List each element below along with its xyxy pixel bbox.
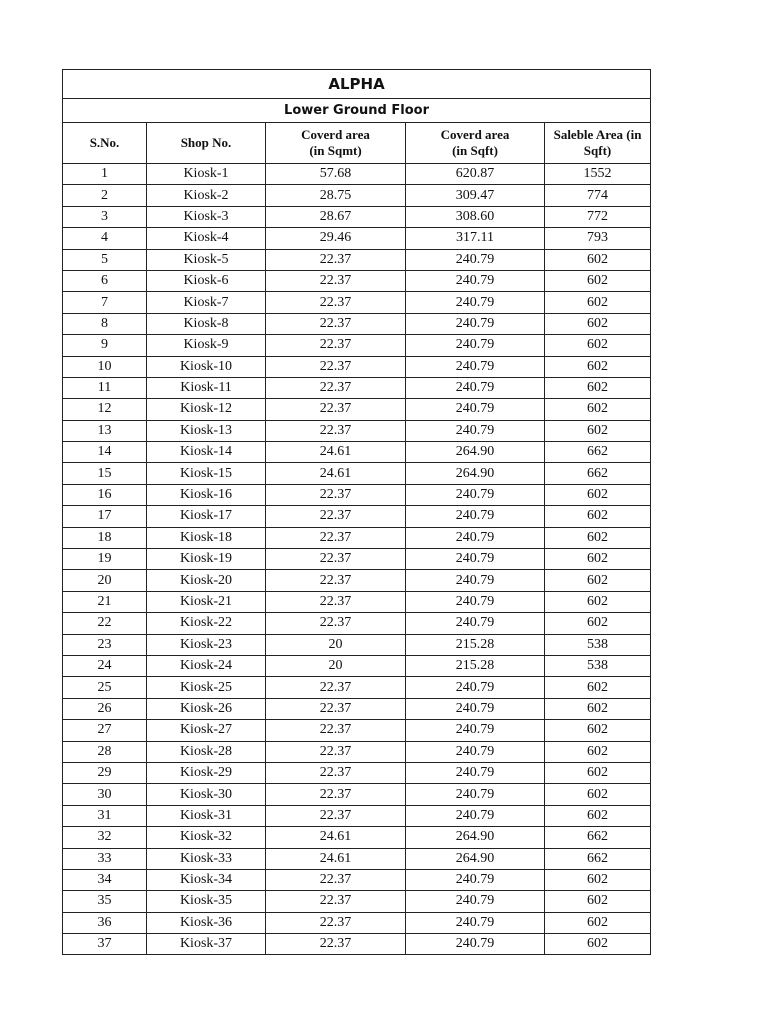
cell-covered-sqmt: 22.37 [266, 869, 406, 890]
cell-shop-no: Kiosk-14 [147, 442, 266, 463]
cell-covered-sqmt: 22.37 [266, 335, 406, 356]
cell-sno: 4 [63, 228, 147, 249]
table-row [63, 527, 651, 548]
cell-covered-sqmt: 22.37 [266, 613, 406, 634]
cell-covered-sqmt: 22.37 [266, 891, 406, 912]
cell-saleable-area: 662 [545, 442, 651, 463]
table-row [63, 399, 651, 420]
table-row [63, 634, 651, 655]
cell-shop-no: Kiosk-3 [147, 206, 266, 227]
cell-saleable-area: 793 [545, 228, 651, 249]
column-header-line: Shop No. [180, 135, 232, 150]
cell-shop-no: Kiosk-6 [147, 270, 266, 291]
cell-shop-no: Kiosk-11 [147, 377, 266, 398]
table-row [63, 463, 651, 484]
cell-shop-no: Kiosk-19 [147, 549, 266, 570]
cell-saleable-area: 602 [545, 399, 651, 420]
cell-shop-no: Kiosk-20 [147, 570, 266, 591]
column-header-line: Sqft) [583, 143, 612, 158]
cell-sno: 13 [63, 420, 147, 441]
cell-covered-sqft: 240.79 [406, 741, 545, 762]
column-header-shop-no [147, 123, 266, 164]
cell-covered-sqmt: 24.61 [266, 827, 406, 848]
cell-sno: 28 [63, 741, 147, 762]
cell-sno: 24 [63, 655, 147, 676]
table-row [63, 377, 651, 398]
cell-covered-sqft: 240.79 [406, 613, 545, 634]
cell-shop-no: Kiosk-28 [147, 741, 266, 762]
cell-saleable-area: 602 [545, 934, 651, 955]
table-row [63, 934, 651, 955]
cell-covered-sqmt: 22.37 [266, 527, 406, 548]
cell-covered-sqft: 240.79 [406, 527, 545, 548]
cell-covered-sqft: 240.79 [406, 591, 545, 612]
cell-saleable-area: 538 [545, 634, 651, 655]
cell-shop-no: Kiosk-23 [147, 634, 266, 655]
cell-covered-sqft: 240.79 [406, 698, 545, 719]
column-header-line: (in Sqmt) [309, 143, 362, 158]
table-row [63, 741, 651, 762]
cell-shop-no: Kiosk-22 [147, 613, 266, 634]
cell-covered-sqmt: 22.37 [266, 677, 406, 698]
cell-covered-sqmt: 57.68 [266, 164, 406, 185]
cell-sno: 27 [63, 720, 147, 741]
table-body [63, 164, 651, 955]
cell-covered-sqft: 240.79 [406, 313, 545, 334]
table-row [63, 613, 651, 634]
cell-covered-sqft: 240.79 [406, 912, 545, 933]
table-row [63, 484, 651, 505]
cell-saleable-area: 602 [545, 698, 651, 719]
cell-covered-sqmt: 24.61 [266, 848, 406, 869]
cell-sno: 35 [63, 891, 147, 912]
cell-shop-no: Kiosk-2 [147, 185, 266, 206]
column-header-sno [63, 123, 147, 164]
cell-sno: 31 [63, 805, 147, 826]
cell-saleable-area: 602 [545, 549, 651, 570]
cell-covered-sqft: 240.79 [406, 356, 545, 377]
cell-covered-sqft: 264.90 [406, 463, 545, 484]
cell-sno: 11 [63, 377, 147, 398]
cell-covered-sqmt: 22.37 [266, 912, 406, 933]
cell-covered-sqmt: 22.37 [266, 506, 406, 527]
cell-covered-sqmt: 22.37 [266, 698, 406, 719]
cell-saleable-area: 602 [545, 270, 651, 291]
cell-covered-sqmt: 22.37 [266, 591, 406, 612]
table-row [63, 698, 651, 719]
table-row [63, 249, 651, 270]
table-row [63, 677, 651, 698]
column-header-row [63, 123, 651, 164]
cell-shop-no: Kiosk-33 [147, 848, 266, 869]
cell-saleable-area: 662 [545, 463, 651, 484]
cell-saleable-area: 602 [545, 805, 651, 826]
cell-covered-sqmt: 22.37 [266, 934, 406, 955]
table-row [63, 270, 651, 291]
cell-shop-no: Kiosk-24 [147, 655, 266, 676]
cell-saleable-area: 602 [545, 613, 651, 634]
cell-sno: 37 [63, 934, 147, 955]
column-header-line: (in Sqft) [452, 143, 498, 158]
table-row [63, 655, 651, 676]
cell-sno: 6 [63, 270, 147, 291]
cell-sno: 10 [63, 356, 147, 377]
cell-covered-sqmt: 22.37 [266, 420, 406, 441]
cell-covered-sqft: 309.47 [406, 185, 545, 206]
cell-saleable-area: 602 [545, 335, 651, 356]
cell-covered-sqft: 240.79 [406, 420, 545, 441]
cell-covered-sqmt: 22.37 [266, 249, 406, 270]
cell-shop-no: Kiosk-15 [147, 463, 266, 484]
cell-saleable-area: 602 [545, 506, 651, 527]
cell-covered-sqft: 240.79 [406, 335, 545, 356]
cell-sno: 9 [63, 335, 147, 356]
cell-sno: 20 [63, 570, 147, 591]
table-row [63, 506, 651, 527]
cell-shop-no: Kiosk-36 [147, 912, 266, 933]
cell-shop-no: Kiosk-18 [147, 527, 266, 548]
cell-covered-sqft: 240.79 [406, 570, 545, 591]
cell-covered-sqft: 264.90 [406, 848, 545, 869]
table-row [63, 891, 651, 912]
column-header-line: Saleble Area (in [553, 127, 642, 142]
cell-saleable-area: 1552 [545, 164, 651, 185]
cell-sno: 29 [63, 762, 147, 783]
cell-covered-sqmt: 24.61 [266, 442, 406, 463]
cell-shop-no: Kiosk-16 [147, 484, 266, 505]
cell-shop-no: Kiosk-12 [147, 399, 266, 420]
cell-covered-sqmt: 28.67 [266, 206, 406, 227]
cell-covered-sqft: 264.90 [406, 827, 545, 848]
cell-covered-sqft: 308.60 [406, 206, 545, 227]
cell-shop-no: Kiosk-5 [147, 249, 266, 270]
cell-saleable-area: 774 [545, 185, 651, 206]
cell-sno: 17 [63, 506, 147, 527]
cell-shop-no: Kiosk-34 [147, 869, 266, 890]
table-row [63, 848, 651, 869]
cell-covered-sqft: 240.79 [406, 869, 545, 890]
cell-shop-no: Kiosk-25 [147, 677, 266, 698]
cell-shop-no: Kiosk-17 [147, 506, 266, 527]
cell-covered-sqft: 240.79 [406, 506, 545, 527]
table-row [63, 784, 651, 805]
cell-covered-sqmt: 22.37 [266, 377, 406, 398]
table-row [63, 827, 651, 848]
cell-covered-sqmt: 28.75 [266, 185, 406, 206]
cell-saleable-area: 602 [545, 591, 651, 612]
table-row [63, 356, 651, 377]
cell-shop-no: Kiosk-8 [147, 313, 266, 334]
cell-shop-no: Kiosk-7 [147, 292, 266, 313]
cell-covered-sqft: 240.79 [406, 549, 545, 570]
cell-covered-sqmt: 24.61 [266, 463, 406, 484]
table-row [63, 228, 651, 249]
table-row [63, 912, 651, 933]
cell-saleable-area: 602 [545, 677, 651, 698]
column-header-line: Coverd area [301, 127, 370, 142]
cell-sno: 34 [63, 869, 147, 890]
cell-sno: 14 [63, 442, 147, 463]
cell-covered-sqmt: 22.37 [266, 549, 406, 570]
cell-sno: 19 [63, 549, 147, 570]
table-row [63, 720, 651, 741]
cell-saleable-area: 602 [545, 891, 651, 912]
cell-saleable-area: 602 [545, 912, 651, 933]
cell-shop-no: Kiosk-1 [147, 164, 266, 185]
cell-covered-sqft: 240.79 [406, 292, 545, 313]
cell-sno: 30 [63, 784, 147, 805]
cell-shop-no: Kiosk-35 [147, 891, 266, 912]
cell-covered-sqft: 240.79 [406, 934, 545, 955]
cell-covered-sqft: 215.28 [406, 634, 545, 655]
cell-sno: 15 [63, 463, 147, 484]
table-row [63, 591, 651, 612]
cell-shop-no: Kiosk-9 [147, 335, 266, 356]
cell-saleable-area: 662 [545, 827, 651, 848]
cell-shop-no: Kiosk-10 [147, 356, 266, 377]
cell-shop-no: Kiosk-32 [147, 827, 266, 848]
cell-covered-sqmt: 22.37 [266, 399, 406, 420]
table-subtitle: Lower Ground Floor [63, 99, 651, 123]
cell-sno: 5 [63, 249, 147, 270]
cell-sno: 18 [63, 527, 147, 548]
table-row [63, 869, 651, 890]
cell-covered-sqmt: 22.37 [266, 313, 406, 334]
table-row [63, 313, 651, 334]
cell-saleable-area: 602 [545, 313, 651, 334]
cell-covered-sqmt: 22.37 [266, 292, 406, 313]
cell-covered-sqft: 240.79 [406, 484, 545, 505]
cell-covered-sqmt: 22.37 [266, 570, 406, 591]
cell-covered-sqft: 240.79 [406, 377, 545, 398]
cell-shop-no: Kiosk-13 [147, 420, 266, 441]
cell-sno: 7 [63, 292, 147, 313]
cell-saleable-area: 602 [545, 784, 651, 805]
cell-sno: 12 [63, 399, 147, 420]
cell-shop-no: Kiosk-26 [147, 698, 266, 719]
cell-sno: 25 [63, 677, 147, 698]
cell-saleable-area: 602 [545, 377, 651, 398]
cell-shop-no: Kiosk-21 [147, 591, 266, 612]
cell-covered-sqft: 215.28 [406, 655, 545, 676]
cell-covered-sqft: 240.79 [406, 270, 545, 291]
cell-sno: 33 [63, 848, 147, 869]
table-row [63, 335, 651, 356]
cell-saleable-area: 662 [545, 848, 651, 869]
column-header-covered-sqft [406, 123, 545, 164]
table-row [63, 420, 651, 441]
cell-covered-sqmt: 22.37 [266, 270, 406, 291]
table-title: ALPHA [63, 70, 651, 99]
column-header-line: Coverd area [440, 127, 510, 142]
cell-saleable-area: 602 [545, 527, 651, 548]
cell-saleable-area: 602 [545, 869, 651, 890]
cell-saleable-area: 602 [545, 762, 651, 783]
kiosk-area-table [62, 69, 651, 955]
cell-covered-sqmt: 22.37 [266, 356, 406, 377]
cell-covered-sqmt: 22.37 [266, 741, 406, 762]
table-row [63, 762, 651, 783]
table-row [63, 185, 651, 206]
cell-covered-sqmt: 22.37 [266, 720, 406, 741]
cell-sno: 21 [63, 591, 147, 612]
cell-sno: 26 [63, 698, 147, 719]
cell-covered-sqft: 240.79 [406, 762, 545, 783]
cell-saleable-area: 602 [545, 292, 651, 313]
cell-sno: 1 [63, 164, 147, 185]
table-row [63, 570, 651, 591]
cell-sno: 36 [63, 912, 147, 933]
cell-sno: 16 [63, 484, 147, 505]
column-header-saleable-area [545, 123, 651, 164]
cell-covered-sqft: 240.79 [406, 805, 545, 826]
cell-shop-no: Kiosk-27 [147, 720, 266, 741]
table-row [63, 549, 651, 570]
cell-covered-sqft: 264.90 [406, 442, 545, 463]
table-row [63, 206, 651, 227]
cell-covered-sqmt: 22.37 [266, 762, 406, 783]
cell-sno: 3 [63, 206, 147, 227]
cell-shop-no: Kiosk-4 [147, 228, 266, 249]
cell-covered-sqft: 240.79 [406, 891, 545, 912]
cell-sno: 32 [63, 827, 147, 848]
cell-covered-sqft: 317.11 [406, 228, 545, 249]
cell-saleable-area: 602 [545, 570, 651, 591]
cell-saleable-area: 772 [545, 206, 651, 227]
table-row [63, 805, 651, 826]
cell-covered-sqft: 240.79 [406, 720, 545, 741]
column-header-covered-sqmt [266, 123, 406, 164]
cell-shop-no: Kiosk-37 [147, 934, 266, 955]
cell-saleable-area: 602 [545, 720, 651, 741]
cell-saleable-area: 602 [545, 249, 651, 270]
cell-saleable-area: 538 [545, 655, 651, 676]
cell-covered-sqmt: 20 [266, 634, 406, 655]
cell-covered-sqft: 240.79 [406, 399, 545, 420]
cell-saleable-area: 602 [545, 484, 651, 505]
cell-covered-sqmt: 29.46 [266, 228, 406, 249]
cell-saleable-area: 602 [545, 420, 651, 441]
cell-covered-sqmt: 22.37 [266, 484, 406, 505]
cell-shop-no: Kiosk-31 [147, 805, 266, 826]
cell-sno: 2 [63, 185, 147, 206]
cell-covered-sqft: 620.87 [406, 164, 545, 185]
table-row [63, 164, 651, 185]
cell-shop-no: Kiosk-29 [147, 762, 266, 783]
cell-saleable-area: 602 [545, 356, 651, 377]
column-header-line: S.No. [89, 135, 120, 150]
cell-covered-sqft: 240.79 [406, 677, 545, 698]
cell-covered-sqmt: 22.37 [266, 784, 406, 805]
cell-saleable-area: 602 [545, 741, 651, 762]
cell-covered-sqmt: 22.37 [266, 805, 406, 826]
cell-covered-sqmt: 20 [266, 655, 406, 676]
cell-covered-sqft: 240.79 [406, 784, 545, 805]
cell-sno: 8 [63, 313, 147, 334]
cell-sno: 23 [63, 634, 147, 655]
table-row [63, 442, 651, 463]
cell-sno: 22 [63, 613, 147, 634]
cell-shop-no: Kiosk-30 [147, 784, 266, 805]
table-row [63, 292, 651, 313]
cell-covered-sqft: 240.79 [406, 249, 545, 270]
